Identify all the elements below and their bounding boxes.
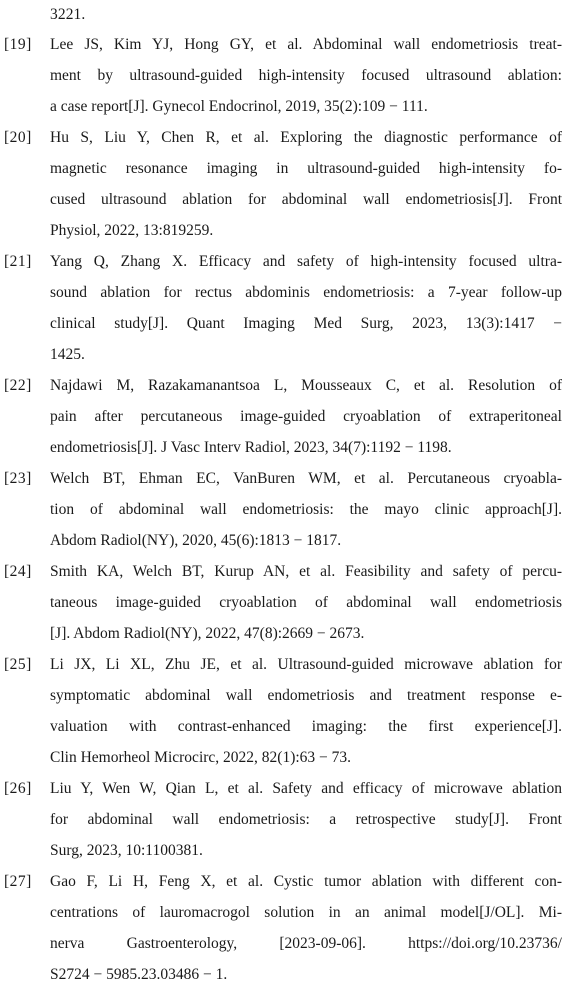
reference-text-line: Li JX, Li XL, Zhu JE, et al. Ultrasound-guided microwave ablation for [50,656,562,673]
reference-item [4,870,564,994]
reference-text-line: Abdom Radiol(NY), 2020, 45(6):1813 − 1817. [50,532,342,549]
reference-text-line: Physiol, 2022, 13:819259. [50,222,214,239]
reference-item [4,653,564,777]
reference-item [4,250,564,374]
reference-text-line: sound ablation for rectus abdominis endometriosis: a 7-year follow-up [50,284,562,301]
reference-item [4,33,564,126]
reference-text-line: Surg, 2023, 10:1100381. [50,842,203,859]
reference-text-line: Welch BT, Ehman EC, VanBuren WM, et al. Percutaneous cryoabla- [50,470,562,487]
reference-text-line: taneous image-guided cryoablation of abdominal wall endometriosis [50,594,562,611]
reference-text-line: S2724 − 5985.23.03486 − 1. [50,966,228,983]
reference-text-line: Najdawi M, Razakamanantsoa L, Mousseaux C, et al. Resolution of [50,377,562,394]
reference-number: [22] [4,377,32,394]
reference-text-line: Liu Y, Wen W, Qian L, et al. Safety and efficacy of microwave ablation [50,780,562,797]
reference-text-line: Hu S, Liu Y, Chen R, et al. Exploring the diagnostic performance of [50,129,562,146]
reference-number: [24] [4,563,32,580]
reference-number: [25] [4,656,32,673]
reference-item [4,560,564,653]
reference-number: [26] [4,780,32,797]
reference-text-line: Lee JS, Kim YJ, Hong GY, et al. Abdominal wall endometriosis treat- [50,36,562,53]
reference-text-line: centrations of lauromacrogol solution in an animal model[J/OL]. Mi- [50,904,562,921]
reference-continuation-text: 3221. [50,6,86,23]
reference-text-line: Gao F, Li H, Feng X, et al. Cystic tumor ablation with different con- [50,873,562,890]
reference-text-line: pain after percutaneous image-guided cryoablation of extraperitoneal [50,408,562,425]
reference-item [4,374,564,467]
reference-text-line: cused ultrasound ablation for abdominal wall endometriosis[J]. Front [50,191,562,208]
reference-text-line: a case report[J]. Gynecol Endocrinol, 2019, 35(2):109 − 111. [50,98,428,115]
reference-text-line: Clin Hemorheol Microcirc, 2022, 82(1):63 − 73. [50,749,352,766]
reference-text-line: Smith KA, Welch BT, Kurup AN, et al. Feasibility and safety of percu- [50,563,562,580]
reference-text-line: tion of abdominal wall endometriosis: the mayo clinic approach[J]. [50,501,562,518]
reference-text-line: endometriosis[J]. J Vasc Interv Radiol, 2023, 34(7):1192 − 1198. [50,439,452,456]
reference-text-line: [J]. Abdom Radiol(NY), 2022, 47(8):2669 − 2673. [50,625,365,642]
reference-text-line: clinical study[J]. Quant Imaging Med Surg, 2023, 13(3):1417 − [50,315,562,332]
reference-number: [21] [4,253,32,270]
reference-text-line: magnetic resonance imaging in ultrasound-guided high-intensity fo- [50,160,562,177]
reference-text-line: ment by ultrasound-guided high-intensity focused ultrasound ablation: [50,67,562,84]
reference-item [4,777,564,870]
reference-number: [19] [4,36,32,53]
reference-text-line: valuation with contrast-enhanced imaging: the first experience[J]. [50,718,562,735]
reference-text-line: Yang Q, Zhang X. Efficacy and safety of high-intensity focused ultra- [50,253,562,270]
reference-text-line: 1425. [50,346,85,363]
reference-text-line: symptomatic abdominal wall endometriosis and treatment response e- [50,687,562,704]
reference-text-line: nerva Gastroenterology, [2023-09-06]. https://doi.org/10.23736/ [50,935,562,952]
reference-item [4,126,564,250]
reference-number: [20] [4,129,32,146]
reference-number: [27] [4,873,32,890]
reference-number: [23] [4,470,32,487]
reference-item [4,467,564,560]
reference-text-line: for abdominal wall endometriosis: a retrospective study[J]. Front [50,811,562,828]
